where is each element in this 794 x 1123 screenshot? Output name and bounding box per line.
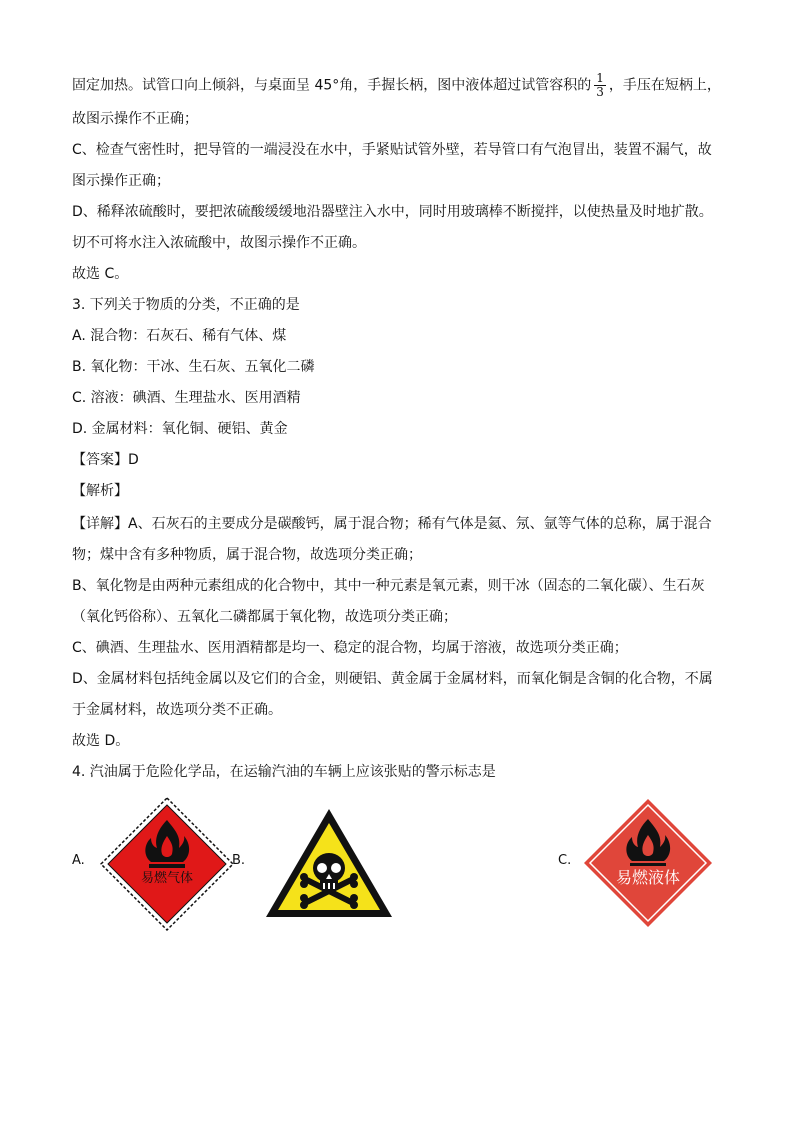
flammable-gas-sign: [99, 796, 235, 932]
question-stem: 4. 汽油属于危险化学品，在运输汽油的车辆上应该张贴的警示标志是: [72, 764, 496, 780]
text-line: 故选 C。: [72, 266, 129, 282]
text-line: D、稀释浓硫酸时，要把浓硫酸缓缓地沿器壁注入水中，同时用玻璃棒不断搅拌，以使热量及时地扩散。: [72, 204, 713, 220]
text-line: 切不可将水注入浓硫酸中，故图示操作不正确。: [72, 235, 366, 251]
detail-line: （氧化钙俗称）、五氧化二磷都属于氧化物，故选项分类正确；: [72, 609, 457, 625]
answer-line: 【答案】D: [72, 452, 139, 468]
fraction-denominator: 3: [596, 85, 604, 99]
fraction-numerator: 1: [596, 71, 604, 85]
text-segment: ，手压在短柄上，: [608, 77, 721, 94]
text-line: 故图示操作不正确；: [72, 111, 198, 127]
detail-line: D、金属材料包括纯金属以及它们的合金，则硬铝、黄金属于金属材料，而氧化铜是含铜的化合物，不属: [72, 671, 713, 687]
fraction: [594, 72, 606, 99]
detail-line: 故选 D。: [72, 733, 130, 749]
text-line: 图示操作正确；: [72, 173, 170, 189]
option-b: B. 氧化物：干冰、生石灰、五氧化二磷: [72, 359, 315, 375]
option-d: D. 金属材料：氧化铜、硬铝、黄金: [72, 421, 288, 437]
sign-label: 易燃液体: [615, 868, 681, 887]
sign-label: 易燃气体: [140, 871, 194, 886]
option-c-label: C.: [558, 853, 572, 868]
detail-line: 物；煤中含有多种物质，属于混合物，故选项分类正确；: [72, 547, 422, 563]
option-c: C. 溶液：碘酒、生理盐水、医用酒精: [72, 390, 301, 406]
detail-line: 于金属材料，故选项分类不正确。: [72, 702, 282, 718]
option-a: A. 混合物：石灰石、稀有气体、煤: [72, 328, 287, 344]
detail-line: C、碘酒、生理盐水、医用酒精都是均一、稳定的混合物，均属于溶液，故选项分类正确；: [72, 640, 628, 656]
analysis-heading: 【解析】: [72, 483, 128, 499]
toxic-sign: [263, 806, 395, 920]
option-a-label: A.: [72, 853, 85, 868]
detail-line: B、氧化物是由两种元素组成的化合物中，其中一种元素是氧元素，则干冰（固态的二氧化碳）、生石灰: [72, 578, 705, 594]
detail-line: 【详解】A、石灰石的主要成分是碳酸钙，属于混合物；稀有气体是氦、氖、氩等气体的总称，属于混合: [72, 516, 712, 532]
text-line: [72, 72, 722, 99]
option-b-label: B.: [232, 853, 246, 868]
text-line: C、检查气密性时，把导管的一端浸没在水中，手紧贴试管外壁，若导管口有气泡冒出，装置不漏气，故: [72, 142, 712, 158]
flammable-liquid-sign: [582, 797, 714, 929]
text-segment: 固定加热。试管口向上倾斜，与桌面呈 45°角，手握长柄，图中液体超过试管容积的: [72, 77, 592, 94]
question-stem: 3. 下列关于物质的分类，不正确的是: [72, 297, 300, 313]
